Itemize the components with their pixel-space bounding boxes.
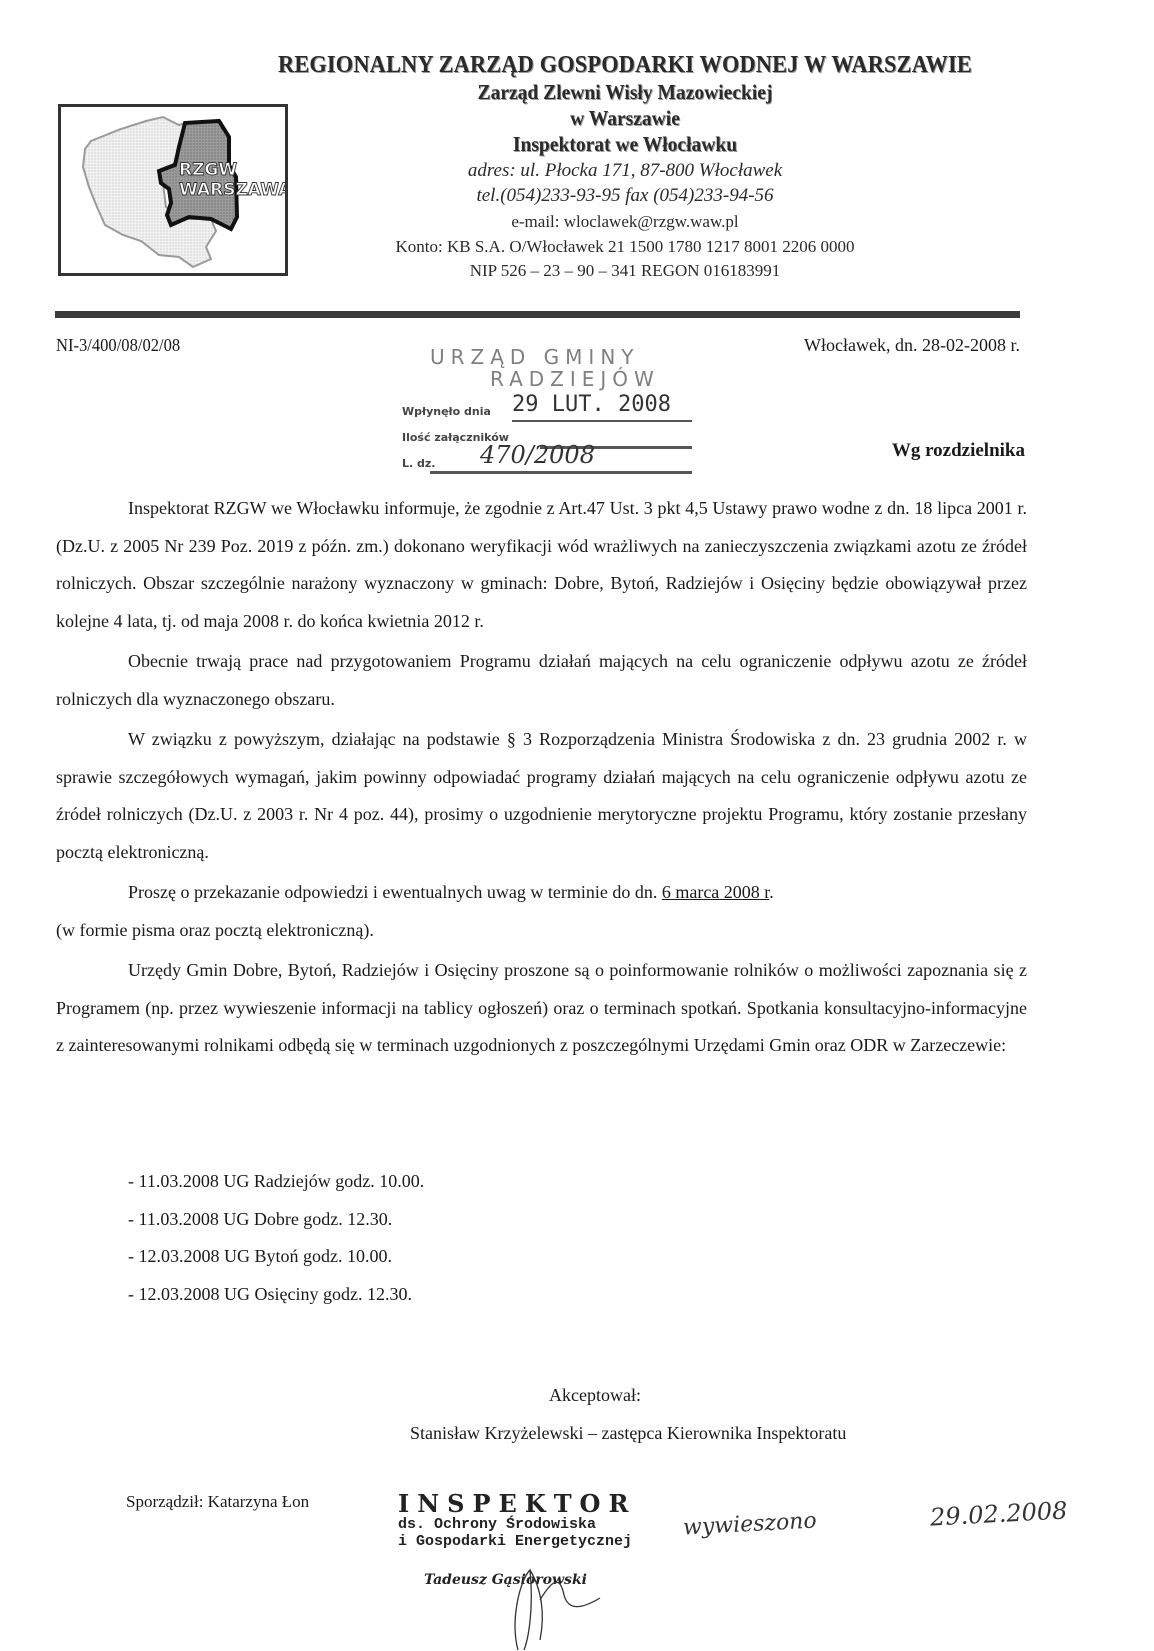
stamp-received-date: 29 LUT. 2008: [512, 392, 671, 417]
meeting-item: - 11.03.2008 UG Dobre godz. 12.30.: [128, 1208, 393, 1229]
stamp-office: URZĄD GMINY: [430, 345, 640, 369]
paragraph-4: [56, 874, 1027, 912]
receipt-stamp: [400, 345, 740, 505]
handwritten-note: wywieszono: [682, 1508, 818, 1541]
logo: [58, 104, 288, 276]
header-divider: [55, 311, 1020, 318]
recipient: Wg rozdzielnika: [891, 440, 1025, 461]
org-city: w Warszawie: [570, 106, 680, 130]
logo-text-line1: RZGW: [179, 160, 238, 180]
org-inspectorate: Inspektorat we Włocławku: [512, 132, 738, 156]
org-email: e-mail: wloclawek@rzgw.waw.pl: [511, 212, 739, 231]
stamp-received-label: Wpłynęło dnia: [402, 405, 491, 418]
handwritten-date: 29.02.2008: [929, 1496, 1069, 1532]
stamp-municipality: RADZIEJÓW: [490, 367, 660, 391]
paragraph-5: Urzędy Gmin Dobre, Bytoń, Radziejów i Osięciny proszone są o poinformowanie rolników o możliwości zapoznania się z Programem (np. przez wywieszenie informacji na tablicy ogłoszeń) oraz o terminach spotkań. Spotkania konsultacyjno-informacyjne z zainteresowanymi rolnikami odbędą się w terminach uzgodnionych z poszczególnymi Urzędami Gmin oraz ODR w Zarzeczewie:: [56, 960, 1027, 1055]
stamp-line: [512, 420, 692, 422]
stamp-number-value: 470/2008: [480, 441, 595, 469]
meeting-item: - 12.03.2008 UG Bytoń godz. 10.00.: [128, 1246, 392, 1266]
deadline-punct: .: [769, 882, 774, 902]
deadline-date: 6 marca 2008 r: [661, 882, 770, 902]
accepted-label: Akceptował:: [549, 1385, 641, 1405]
meeting-item: - 11.03.2008 UG Radziejów godz. 10.00.: [128, 1171, 425, 1191]
letter-body: [56, 490, 1027, 1065]
deadline-text: Proszę o przekazanie odpowiedzi i ewentualnych uwag w terminie do dn.: [128, 882, 662, 902]
paragraph-1: Inspektorat RZGW we Włocławku informuje, że zgodnie z Art.47 Ust. 3 pkt 4,5 Ustawy prawo wodne z dn. 18 lipca 2001 r. (Dz.U. z 2005 Nr 239 Poz. 2019 z późn. zm.) dokonano weryfikacji wód wrażliwych na zanieczyszczenia związkami azotu ze źródeł rolniczych. Obszar szczególnie narażony wyznaczony w gminach: Dobre, Bytoń, Radziejów i Osięciny będzie obowiązywał przez kolejne 4 lata, tj. od maja 2008 r. do końca kwietnia 2012 r.: [56, 498, 1027, 631]
inspector-title: INSPEKTOR: [398, 1489, 637, 1518]
place-date: Włocławek, dn. 28-02-2008 r.: [804, 335, 1020, 355]
meeting-item: - 12.03.2008 UG Osięciny godz. 12.30.: [128, 1283, 412, 1304]
stamp-number-label: L. dz.: [402, 457, 436, 470]
prepared-by: Sporządził: Katarzyna Łon: [126, 1492, 310, 1511]
inspector-line1: ds. Ochrony Środowiska: [398, 1516, 597, 1533]
org-address: adres: ul. Płocka 171, 87-800 Włocławek: [467, 160, 783, 181]
org-unit: Zarząd Zlewni Wisły Mazowieckiej: [477, 80, 773, 104]
handwritten-signature: [490, 1540, 610, 1651]
paragraph-3: W związku z powyższym, działając na podstawie § 3 Rozporządzenia Ministra Środowiska z dn. 23 grudnia 2002 r. w sprawie szczegółowych wymagań, jakim powinny odpowiadać programy działań mających na celu ograniczenie odpływu azotu ze źródeł rolniczych (Dz.U. z 2003 r. Nr 4 poz. 44), prosimy o uzgodnienie merytoryczne projektu Programu, który zostanie przesłany pocztą elektroniczną.: [56, 729, 1027, 862]
meetings-list: [128, 1163, 424, 1313]
org-name: REGIONALNY ZARZĄD GOSPODARKI WODNEJ W WARSZAWIE: [278, 52, 972, 78]
inspector-line2: i Gospodarki Energetycznej: [398, 1533, 633, 1550]
reference-number: NI-3/400/08/02/08: [56, 335, 181, 355]
paragraph-4-cont: (w formie pisma oraz pocztą elektroniczną).: [56, 919, 374, 940]
logo-text-line2: WARSZAWA: [179, 180, 285, 200]
accepted-by: Stanisław Krzyżelewski – zastępca Kierownika Inspektoratu: [410, 1423, 847, 1443]
inspector-name: Tadeusz Gąsiorowski: [424, 1572, 587, 1588]
stamp-attachments-label: Ilość załączników: [402, 431, 509, 444]
paragraph-2: Obecnie trwają prace nad przygotowaniem Programu działań mających na celu ograniczenie odpływu azotu ze źródeł rolniczych dla wyznaczonego obszaru.: [56, 651, 1027, 709]
stamp-line: [430, 471, 692, 474]
org-account: Konto: KB S.A. O/Włocławek 21 1500 1780 1217 8001 2206 0000: [395, 237, 855, 256]
org-phone-fax: tel.(054)233-93-95 fax (054)233-94-56: [476, 185, 774, 206]
poland-map-icon: [61, 107, 285, 273]
org-tax-ids: NIP 526 – 23 – 90 – 341 REGON 016183991: [469, 261, 781, 280]
